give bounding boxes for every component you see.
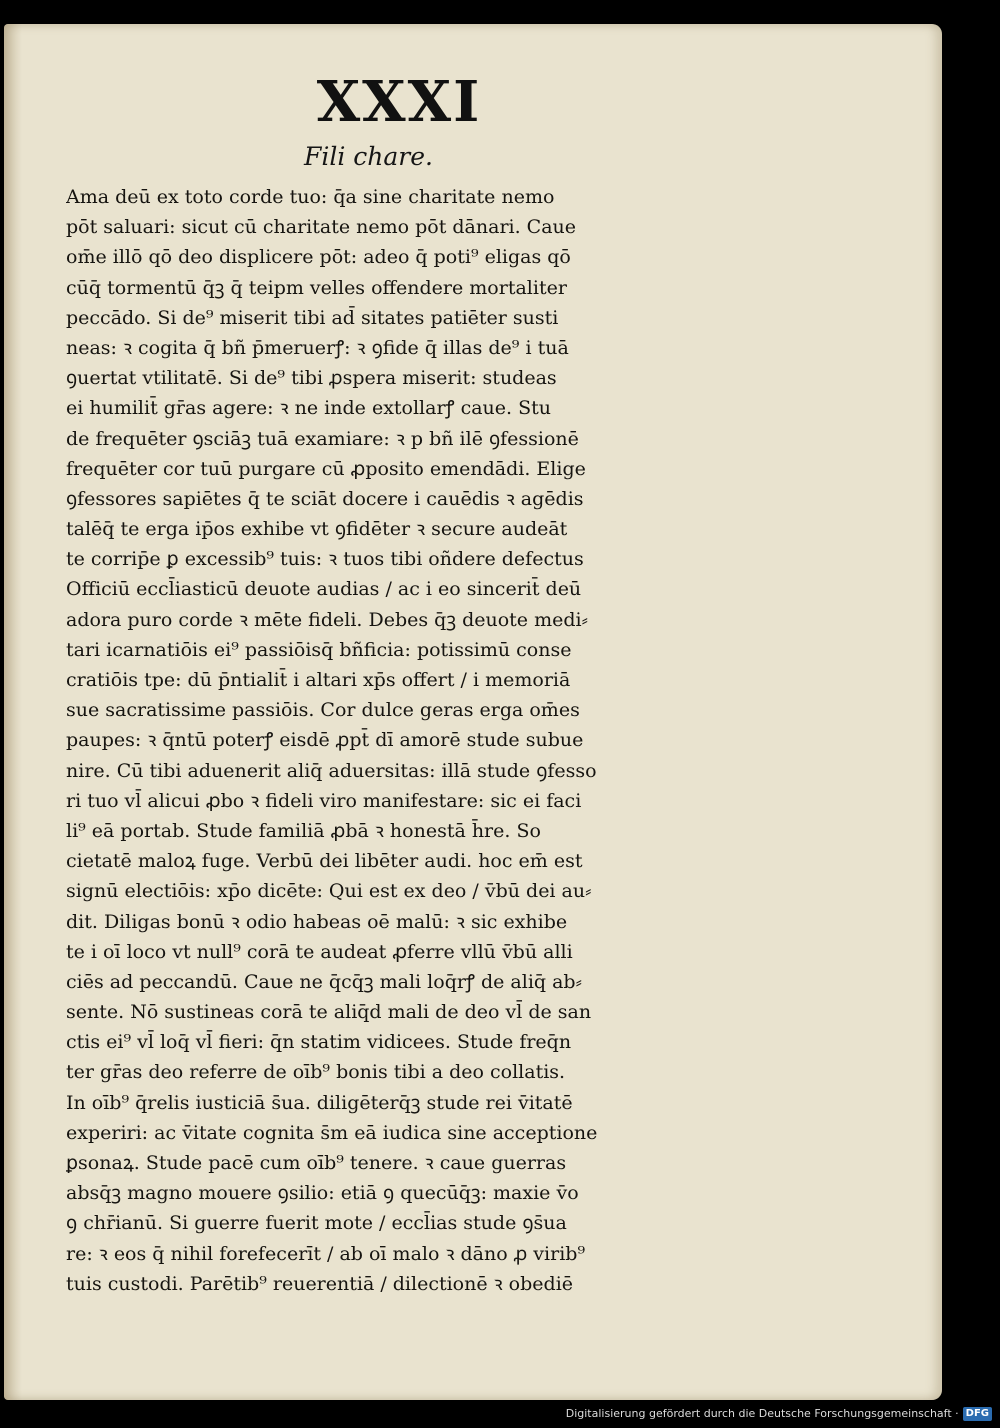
text-line: adora puro corde ꝛ mēte fideli. Debes q̄ꝫ deuote medi⸗ <box>66 608 588 631</box>
text-line: de frequēter ꝯsciāꝫ tuā examiare: ꝛ p bñ ilē ꝯfessionē <box>66 427 579 450</box>
text-line: tari icarnatiōis ei⁹ passiōisq̄ bñficia: potissimū conse <box>66 638 572 661</box>
text-line: sente. Nō sustineas corā te aliq̄d mali de deo vl̄ de san <box>66 1001 592 1024</box>
text-line: ter gr̄as deo referre de oīb⁹ bonis tibi a deo collatis. <box>66 1061 566 1084</box>
text-line: te corrip̄e ꝑ excessib⁹ tuis: ꝛ tuos tibi oñdere defectus <box>66 548 584 571</box>
text-line: paupes: ꝛ q̄ntū poterꝭ eisdē ꝓpt̄ dī amorē stude subue <box>66 729 584 752</box>
text-line: experiri: ac v̄itate cognita s̄m eā iudica sine acceptione <box>66 1121 598 1144</box>
text-line: neas: ꝛ cogita q̄ bñ p̄meruerꝭ: ꝛ ꝯfide q̄ illas de⁹ i tuā <box>66 336 569 359</box>
book-page <box>4 24 942 1400</box>
text-line: signū electiōis: xp̄o dicēte: Qui est ex deo / v̄bū dei au⸗ <box>66 880 592 903</box>
funding-notice: Digitalisierung gefördert durch die Deutsche Forschungsgemeinschaft · <box>565 1407 959 1420</box>
text-line: Ama deū ex toto corde tuo: q̄a sine charitate nemo <box>66 186 555 208</box>
dfg-logo-icon: DFG <box>963 1407 992 1421</box>
text-line: ciēs ad peccandū. Caue ne q̄cq̄ꝫ mali loq̄rꝭ de aliq̄ ab⸗ <box>66 970 582 993</box>
text-line: li⁹ eā portab. Stude familiā ꝓbā ꝛ honestā h̄re. So <box>66 819 541 842</box>
text-line: peccādo. Si de⁹ miserit tibi ad̄ sitates patiēter susti <box>66 306 559 329</box>
text-line: ei humilit̄ gr̄as agere: ꝛ ne inde extollarꝭ caue. Stu <box>66 397 552 420</box>
text-line: cūq̄ tormentū q̄ꝫ q̄ teipm velles offendere mortaliter <box>66 276 567 299</box>
text-line: Officiū eccl̄iasticū deuote audias / ac i eo sincerit̄ deū <box>66 578 582 601</box>
text-line: cratiōis tpe: dū p̄ntialit̄ i altari xp̄s offert / i memoriā <box>66 669 571 691</box>
text-line: re: ꝛ eos q̄ nihil forefecerīt / ab oī malo ꝛ dāno ꝓ virib⁹ <box>66 1242 586 1265</box>
text-line: ri tuo vl̄ alicui ꝓbo ꝛ fideli viro manifestare: sic ei faci <box>66 789 582 812</box>
text-line: ꝯ chr̄ianū. Si guerre fuerit mote / eccl̄ias stude ꝯs̄ua <box>66 1212 567 1235</box>
text-line: te i oī loco vt null⁹ corā te audeat ꝓferre vllū v̄bū alli <box>66 940 573 963</box>
text-line: dit. Diligas bonū ꝛ odio habeas oē malū: ꝛ sic exhibe <box>66 910 568 933</box>
text-line: nire. Cū tibi aduenerit aliq̄ aduersitas: illā stude ꝯfesso <box>66 759 597 782</box>
text-line: frequēter cor tuū purgare cū ꝓposito emendādi. Elige <box>66 457 586 480</box>
text-line: pōt saluari: sicut cū charitate nemo pōt dānari. Caue <box>66 216 577 239</box>
text-line: cietatē maloꝝ fuge. Verbū dei libēter audi. hoc em̄ est <box>66 850 583 873</box>
funding-footer <box>566 1406 992 1422</box>
body-text <box>66 182 716 1299</box>
text-line: talēq̄ te erga ip̄os exhibe vt ꝯfidēter ꝛ secure audeāt <box>66 518 568 541</box>
text-line: In oīb⁹ q̄relis iusticiā s̄ua. diligēterq̄ꝫ stude rei v̄itatē <box>66 1091 573 1114</box>
text-line: om̄e illō qō deo displicere pōt: adeo q̄ poti⁹ eligas qō <box>66 246 571 269</box>
text-line: absq̄ꝫ magno mouere ꝯsilio: etiā ꝯ quecūq̄ꝫ: maxie v̄o <box>66 1182 579 1205</box>
text-line: ctis ei⁹ vl̄ loq̄ vl̄ fieri: q̄n statim vidicees. Stude freq̄n <box>66 1031 572 1054</box>
folio-number: XXXI <box>316 69 482 135</box>
text-line: ꝯfessores sapiētes q̄ te sciāt docere i cauēdis ꝛ agēdis <box>66 487 584 510</box>
page-incipit: Fili chare. <box>304 142 433 171</box>
text-line: sue sacratissime passiōis. Cor dulce geras erga om̄es <box>66 699 580 722</box>
text-line: tuis custodi. Parētib⁹ reuerentiā / dilectionē ꝛ obediē <box>66 1272 574 1295</box>
text-line: ꝑsonaꝝ. Stude pacē cum oīb⁹ tenere. ꝛ caue guerras <box>66 1152 567 1174</box>
text-line: ꝯuertat vtilitatē. Si de⁹ tibi ꝓspera miserit: studeas <box>66 367 557 390</box>
